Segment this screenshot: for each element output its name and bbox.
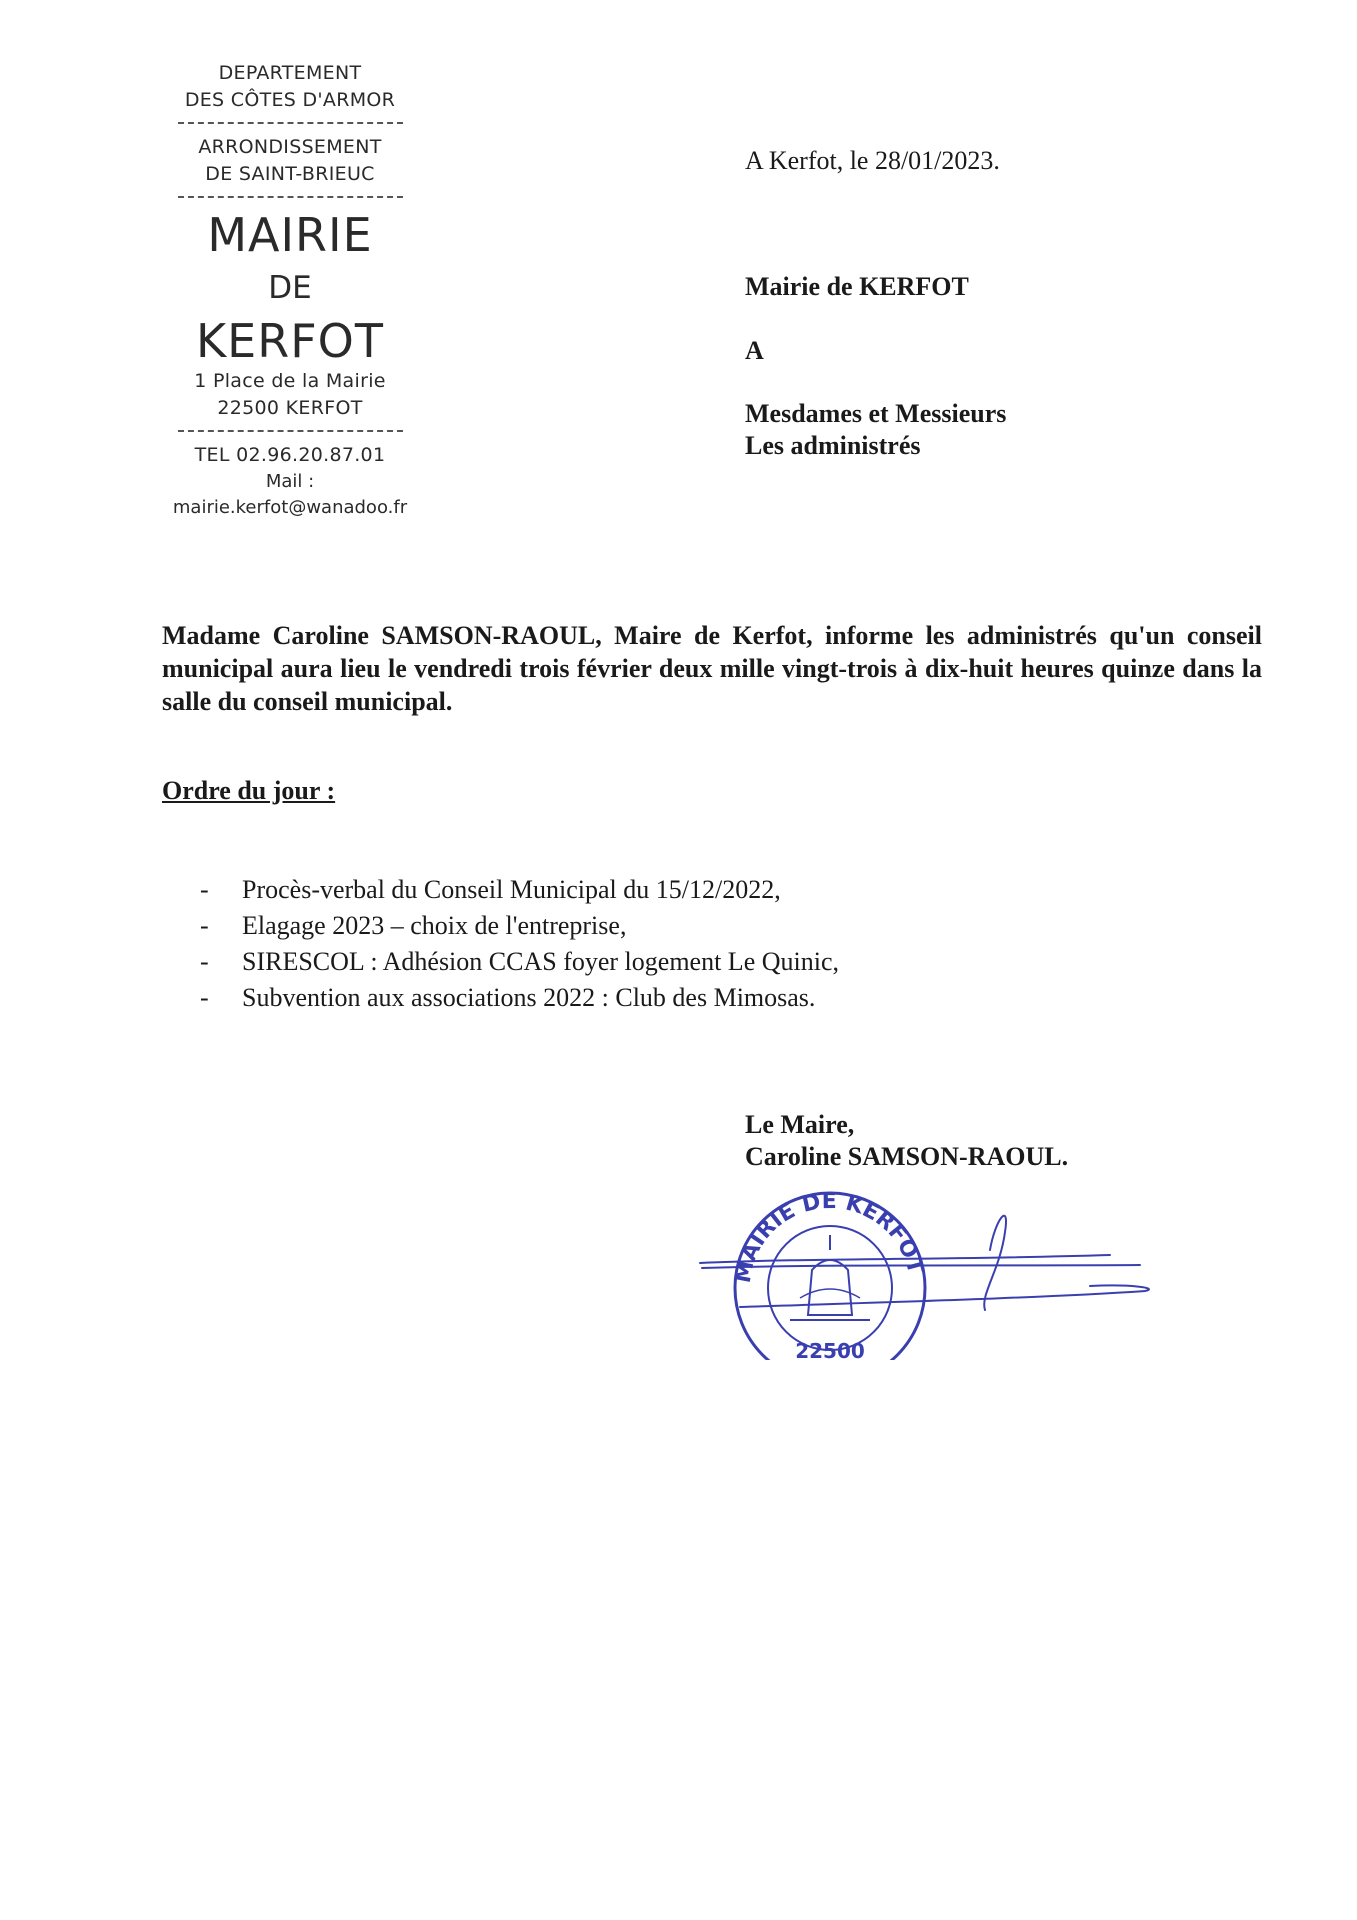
agenda-item	[200, 980, 839, 1016]
to-label: A	[745, 336, 764, 365]
arrondissement-line-1: ARRONDISSEMENT	[198, 136, 382, 158]
dash-bullet: -	[200, 911, 209, 940]
official-stamp-and-signature	[690, 1180, 1170, 1360]
phone: TEL 02.96.20.87.01	[194, 444, 386, 466]
dash-bullet: -	[200, 947, 209, 976]
agenda-item-text: Procès-verbal du Conseil Municipal du 15/12/2022,	[242, 875, 781, 904]
recipients	[745, 398, 1006, 462]
date-line: A Kerfot, le 28/01/2023.	[745, 146, 1000, 175]
stamp-postcode: 22500	[795, 1339, 865, 1360]
agenda-item	[200, 872, 839, 908]
separator	[178, 430, 403, 432]
agenda-item	[200, 944, 839, 980]
department-line-2: DES CÔTES D'ARMOR	[184, 89, 396, 111]
de-title: DE	[268, 270, 312, 306]
agenda-item	[200, 908, 839, 944]
signature-title: Le Maire,	[745, 1110, 855, 1139]
letterhead	[150, 60, 430, 521]
agenda-item-text: Elagage 2023 – choix de l'entreprise,	[242, 911, 627, 940]
stamp-ring-text: MAIRIE DE KERFOT	[730, 1188, 928, 1285]
signature-name: Caroline SAMSON-RAOUL.	[745, 1142, 1069, 1171]
dash-bullet: -	[200, 875, 209, 904]
recipients-line-1: Mesdames et Messieurs	[745, 399, 1007, 428]
separator	[178, 122, 403, 124]
town-title: KERFOT	[196, 314, 384, 368]
mairie-title: MAIRIE	[207, 208, 373, 262]
dash-bullet: -	[200, 983, 209, 1012]
separator	[178, 196, 403, 198]
agenda-heading: Ordre du jour :	[162, 776, 336, 805]
recipients-line-2: Les administrés	[745, 431, 921, 460]
announcement-paragraph: Madame Caroline SAMSON-RAOUL, Maire de Kerfot, informe les administrés qu'un conseil municipal aura lieu le vendredi trois février deux mille vingt-trois à dix-huit heures quinze dans la salle du conseil municipal.	[162, 621, 1262, 716]
department-line-1: DEPARTEMENT	[218, 62, 362, 84]
email: Mail : mairie.kerfot@wanadoo.fr	[172, 471, 408, 518]
agenda-item-text: Subvention aux associations 2022 : Club des Mimosas.	[242, 983, 816, 1012]
address-line-2: 22500 KERFOT	[217, 397, 363, 419]
address-line-1: 1 Place de la Mairie	[194, 370, 386, 392]
arrondissement-line-2: DE SAINT-BRIEUC	[205, 163, 375, 185]
agenda-list	[200, 872, 839, 1016]
agenda-item-text: SIRESCOL : Adhésion CCAS foyer logement Le Quinic,	[242, 947, 839, 976]
sender: Mairie de KERFOT	[745, 272, 969, 301]
